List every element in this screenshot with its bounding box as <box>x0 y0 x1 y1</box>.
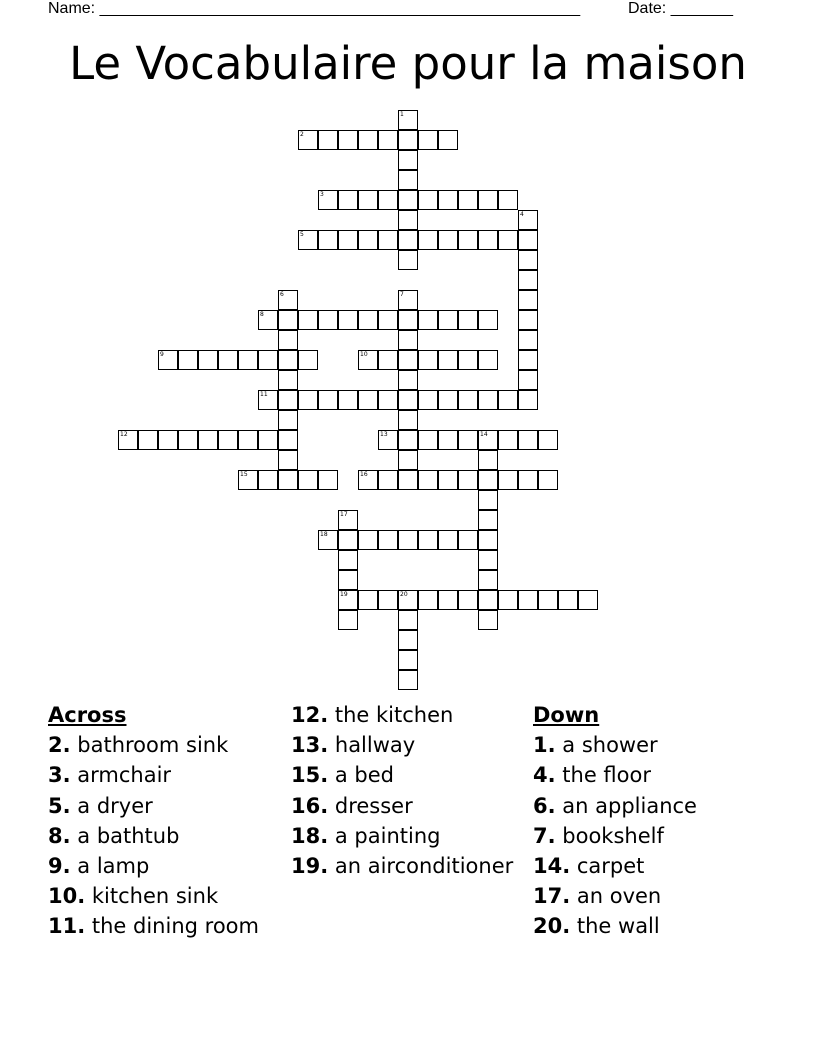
clue-item <box>48 851 288 881</box>
clue-text: armchair <box>70 763 172 788</box>
clue-text: hallway <box>328 733 416 758</box>
clue-number: 17. <box>533 884 571 909</box>
clue-number: 1. <box>533 733 556 758</box>
crossword-cell[interactable] <box>278 330 298 350</box>
crossword-cell[interactable] <box>498 430 518 450</box>
clue-number: 7. <box>533 823 556 848</box>
clue-text: bathroom sink <box>70 733 229 758</box>
crossword-cell[interactable] <box>298 350 318 370</box>
crossword-cell[interactable] <box>278 410 298 430</box>
crossword-cell[interactable] <box>278 370 298 390</box>
clue-item <box>48 821 288 851</box>
crossword-cell[interactable] <box>318 530 338 550</box>
crossword-cell[interactable] <box>198 430 218 450</box>
clue-text: a dryer <box>70 793 153 818</box>
clue-item <box>48 730 288 760</box>
crossword-cell[interactable] <box>338 310 358 330</box>
crossword-cell[interactable] <box>338 230 358 250</box>
crossword-cell[interactable] <box>278 470 298 490</box>
crossword-cell[interactable] <box>338 130 358 150</box>
crossword-cell[interactable] <box>518 250 538 270</box>
clues-across-column-2 <box>291 700 531 881</box>
crossword-cell[interactable] <box>498 190 518 210</box>
crossword-cell[interactable] <box>478 310 498 330</box>
crossword-cell[interactable] <box>518 230 538 250</box>
clue-item <box>533 791 773 821</box>
cell-number: 8 <box>260 311 264 318</box>
cell-number: 11 <box>260 391 268 398</box>
crossword-cell[interactable] <box>478 190 498 210</box>
crossword-cell[interactable] <box>398 150 418 170</box>
clue-text: bookshelf <box>555 823 664 848</box>
crossword-cell[interactable] <box>338 510 358 530</box>
crossword-cell[interactable] <box>498 230 518 250</box>
crossword-cell[interactable] <box>418 430 438 450</box>
crossword-cell[interactable] <box>338 590 358 610</box>
crossword-cell[interactable] <box>358 350 378 370</box>
crossword-cell[interactable] <box>418 350 438 370</box>
cell-number: 19 <box>340 591 348 598</box>
crossword-cell[interactable] <box>438 470 458 490</box>
crossword-cell[interactable] <box>338 190 358 210</box>
crossword-cell[interactable] <box>358 590 378 610</box>
crossword-cell[interactable] <box>398 530 418 550</box>
clue-number: 9. <box>48 854 71 879</box>
crossword-cell[interactable] <box>278 290 298 310</box>
crossword-cell[interactable] <box>298 130 318 150</box>
clue-item <box>291 821 531 851</box>
clue-number: 8. <box>48 823 71 848</box>
clue-number: 11. <box>48 914 86 939</box>
crossword-cell[interactable] <box>238 430 258 450</box>
crossword-cell[interactable] <box>478 610 498 630</box>
crossword-cell[interactable] <box>518 590 538 610</box>
crossword-cell[interactable] <box>258 350 278 370</box>
crossword-cell[interactable] <box>138 430 158 450</box>
cell-number: 18 <box>320 531 328 538</box>
clue-item <box>291 760 531 790</box>
crossword-cell[interactable] <box>458 310 478 330</box>
clue-number: 5. <box>48 793 71 818</box>
clue-number: 10. <box>48 884 86 909</box>
crossword-cell[interactable] <box>378 530 398 550</box>
crossword-cell[interactable] <box>418 190 438 210</box>
crossword-cell[interactable] <box>238 470 258 490</box>
crossword-cell[interactable] <box>398 590 418 610</box>
cell-number: 4 <box>520 211 524 218</box>
crossword-cell[interactable] <box>178 430 198 450</box>
crossword-cell[interactable] <box>338 610 358 630</box>
crossword-cell[interactable] <box>398 470 418 490</box>
crossword-cell[interactable] <box>438 130 458 150</box>
crossword-cell[interactable] <box>318 130 338 150</box>
crossword-cell[interactable] <box>518 290 538 310</box>
crossword-cell[interactable] <box>418 390 438 410</box>
crossword-cell[interactable] <box>478 350 498 370</box>
crossword-cell[interactable] <box>418 130 438 150</box>
crossword-cell[interactable] <box>258 430 278 450</box>
crossword-cell[interactable] <box>518 350 538 370</box>
clue-text: an airconditioner <box>328 854 514 879</box>
crossword-cell[interactable] <box>518 330 538 350</box>
crossword-cell[interactable] <box>478 510 498 530</box>
clue-text: an oven <box>570 884 662 909</box>
crossword-cell[interactable] <box>538 470 558 490</box>
clue-item <box>291 700 531 730</box>
crossword-cell[interactable] <box>398 430 418 450</box>
crossword-cell[interactable] <box>338 390 358 410</box>
clue-number: 13. <box>291 733 329 758</box>
crossword-cell[interactable] <box>358 470 378 490</box>
crossword-cell[interactable] <box>418 590 438 610</box>
crossword-cell[interactable] <box>358 230 378 250</box>
clue-item <box>533 730 773 760</box>
crossword-cell[interactable] <box>538 430 558 450</box>
clue-number: 20. <box>533 914 571 939</box>
crossword-cell[interactable] <box>398 290 418 310</box>
crossword-cell[interactable] <box>278 450 298 470</box>
crossword-cell[interactable] <box>518 390 538 410</box>
crossword-cell[interactable] <box>398 450 418 470</box>
crossword-cell[interactable] <box>518 270 538 290</box>
crossword-cell[interactable] <box>378 230 398 250</box>
crossword-cell[interactable] <box>258 470 278 490</box>
crossword-cell[interactable] <box>458 190 478 210</box>
cell-number: 6 <box>280 291 284 298</box>
crossword-cell[interactable] <box>478 470 498 490</box>
crossword-cell[interactable] <box>398 410 418 430</box>
crossword-cell[interactable] <box>298 390 318 410</box>
crossword-cell[interactable] <box>258 310 278 330</box>
crossword-cell[interactable] <box>358 310 378 330</box>
crossword-cell[interactable] <box>438 590 458 610</box>
crossword-cell[interactable] <box>318 390 338 410</box>
clue-item <box>48 911 288 941</box>
crossword-cell[interactable] <box>278 350 298 370</box>
crossword-cell[interactable] <box>398 350 418 370</box>
clue-text: kitchen sink <box>85 884 219 909</box>
clues-across-column-1 <box>48 700 288 942</box>
cell-number: 13 <box>380 431 388 438</box>
clue-text: the floor <box>555 763 651 788</box>
crossword-cell[interactable] <box>318 310 338 330</box>
clue-number: 12. <box>291 703 329 727</box>
cell-number: 7 <box>400 291 404 298</box>
clue-text: the kitchen <box>328 703 454 727</box>
crossword-cell[interactable] <box>498 470 518 490</box>
cell-number: 2 <box>300 131 304 138</box>
crossword-cell[interactable] <box>198 350 218 370</box>
crossword-cell[interactable] <box>318 470 338 490</box>
clue-text: an appliance <box>555 793 697 818</box>
crossword-cell[interactable] <box>398 630 418 650</box>
crossword-cell[interactable] <box>458 230 478 250</box>
crossword-cell[interactable] <box>538 590 558 610</box>
across-heading: Across <box>48 703 127 727</box>
crossword-cell[interactable] <box>438 430 458 450</box>
crossword-cell[interactable] <box>298 470 318 490</box>
clue-item <box>533 760 773 790</box>
clue-item <box>48 791 288 821</box>
clues-down-column <box>533 700 773 942</box>
crossword-cell[interactable] <box>458 590 478 610</box>
clue-item <box>291 851 531 881</box>
crossword-cell[interactable] <box>278 390 298 410</box>
crossword-cell[interactable] <box>378 430 398 450</box>
crossword-cell[interactable] <box>398 250 418 270</box>
crossword-cell[interactable] <box>418 530 438 550</box>
clue-number: 16. <box>291 793 329 818</box>
crossword-cell[interactable] <box>518 210 538 230</box>
clue-text: a bathtub <box>70 823 180 848</box>
clue-item <box>291 791 531 821</box>
clue-text: a bed <box>328 763 395 788</box>
crossword-cell[interactable] <box>438 230 458 250</box>
crossword-cell[interactable] <box>118 430 138 450</box>
crossword-cell[interactable] <box>518 370 538 390</box>
crossword-cell[interactable] <box>418 310 438 330</box>
crossword-cell[interactable] <box>338 530 358 550</box>
crossword-cell[interactable] <box>458 390 478 410</box>
clue-text: the dining room <box>85 914 259 939</box>
crossword-cell[interactable] <box>478 430 498 450</box>
crossword-cell[interactable] <box>398 210 418 230</box>
crossword-cell[interactable] <box>358 390 378 410</box>
crossword-cell[interactable] <box>438 530 458 550</box>
crossword-cell[interactable] <box>358 530 378 550</box>
crossword-cell[interactable] <box>498 390 518 410</box>
crossword-cell[interactable] <box>458 470 478 490</box>
crossword-cell[interactable] <box>498 590 518 610</box>
crossword-cell[interactable] <box>318 230 338 250</box>
clue-item <box>533 851 773 881</box>
crossword-cell[interactable] <box>518 310 538 330</box>
clue-number: 3. <box>48 763 71 788</box>
page-title: Le Vocabulaire pour la maison <box>69 37 747 90</box>
clue-text: dresser <box>328 793 413 818</box>
crossword-cell[interactable] <box>358 190 378 210</box>
crossword-cell[interactable] <box>318 190 338 210</box>
crossword-cell[interactable] <box>278 310 298 330</box>
crossword-cell[interactable] <box>398 110 418 130</box>
clue-number: 14. <box>533 854 571 879</box>
crossword-cell[interactable] <box>418 470 438 490</box>
crossword-cell[interactable] <box>398 330 418 350</box>
crossword-cell[interactable] <box>378 390 398 410</box>
crossword-cell[interactable] <box>398 130 418 150</box>
crossword-cell[interactable] <box>218 350 238 370</box>
crossword-cell[interactable] <box>438 310 458 330</box>
crossword-cell[interactable] <box>398 370 418 390</box>
clue-text: a painting <box>328 823 441 848</box>
crossword-cell[interactable] <box>478 590 498 610</box>
clue-text: a shower <box>555 733 658 758</box>
crossword-cell[interactable] <box>378 590 398 610</box>
clue-number: 15. <box>291 763 329 788</box>
date-label: Date: _______ <box>628 0 733 17</box>
crossword-cell[interactable] <box>398 650 418 670</box>
crossword-cell[interactable] <box>158 430 178 450</box>
crossword-cell[interactable] <box>438 190 458 210</box>
crossword-cell[interactable] <box>438 390 458 410</box>
crossword-cell[interactable] <box>398 230 418 250</box>
crossword-cell[interactable] <box>358 130 378 150</box>
clue-number: 4. <box>533 763 556 788</box>
name-label: Name: ______________________________________________________ <box>48 0 581 17</box>
crossword-cell[interactable] <box>258 390 278 410</box>
crossword-cell[interactable] <box>478 390 498 410</box>
crossword-cell[interactable] <box>478 530 498 550</box>
crossword-cell[interactable] <box>278 430 298 450</box>
crossword-cell[interactable] <box>338 570 358 590</box>
crossword-cell[interactable] <box>518 430 538 450</box>
clue-number: 18. <box>291 823 329 848</box>
crossword-cell[interactable] <box>178 350 198 370</box>
clue-number: 2. <box>48 733 71 758</box>
crossword-cell[interactable] <box>398 390 418 410</box>
cell-number: 14 <box>480 431 488 438</box>
crossword-cell[interactable] <box>578 590 598 610</box>
crossword-cell[interactable] <box>458 430 478 450</box>
crossword-cell[interactable] <box>378 190 398 210</box>
cell-number: 5 <box>300 231 304 238</box>
crossword-cell[interactable] <box>478 490 498 510</box>
crossword-cell[interactable] <box>478 550 498 570</box>
cell-number: 16 <box>360 471 368 478</box>
clue-number: 19. <box>291 854 329 879</box>
crossword-cell[interactable] <box>478 230 498 250</box>
cell-number: 20 <box>400 591 408 598</box>
clue-text: the wall <box>570 914 660 939</box>
crossword-cell[interactable] <box>378 310 398 330</box>
crossword-cell[interactable] <box>398 670 418 690</box>
clue-number: 6. <box>533 793 556 818</box>
down-heading: Down <box>533 703 600 727</box>
crossword-cell[interactable] <box>418 230 438 250</box>
crossword-cell[interactable] <box>298 310 318 330</box>
cell-number: 12 <box>120 431 128 438</box>
crossword-cell[interactable] <box>158 350 178 370</box>
crossword-cell[interactable] <box>378 130 398 150</box>
cell-number: 9 <box>160 351 164 358</box>
crossword-cell[interactable] <box>438 350 458 370</box>
crossword-cell[interactable] <box>518 470 538 490</box>
clue-item <box>291 730 531 760</box>
clue-item <box>533 821 773 851</box>
cell-number: 15 <box>240 471 248 478</box>
crossword-cell[interactable] <box>398 610 418 630</box>
clue-item <box>533 881 773 911</box>
crossword-cell[interactable] <box>218 430 238 450</box>
crossword-cell[interactable] <box>558 590 578 610</box>
crossword-cell[interactable] <box>238 350 258 370</box>
crossword-cell[interactable] <box>298 230 318 250</box>
crossword-cell[interactable] <box>478 450 498 470</box>
crossword-cell[interactable] <box>378 350 398 370</box>
crossword-cell[interactable] <box>378 470 398 490</box>
clue-text: carpet <box>570 854 645 879</box>
crossword-cell[interactable] <box>478 570 498 590</box>
crossword-cell[interactable] <box>458 530 478 550</box>
clue-item <box>48 760 288 790</box>
cell-number: 3 <box>320 191 324 198</box>
clue-item <box>533 911 773 941</box>
clue-item <box>48 881 288 911</box>
clue-text: a lamp <box>70 854 150 879</box>
cell-number: 1 <box>400 111 404 118</box>
crossword-cell[interactable] <box>398 190 418 210</box>
crossword-cell[interactable] <box>398 310 418 330</box>
crossword-cell[interactable] <box>338 550 358 570</box>
crossword-cell[interactable] <box>398 170 418 190</box>
crossword-cell[interactable] <box>458 350 478 370</box>
cell-number: 17 <box>340 511 348 518</box>
cell-number: 10 <box>360 351 368 358</box>
